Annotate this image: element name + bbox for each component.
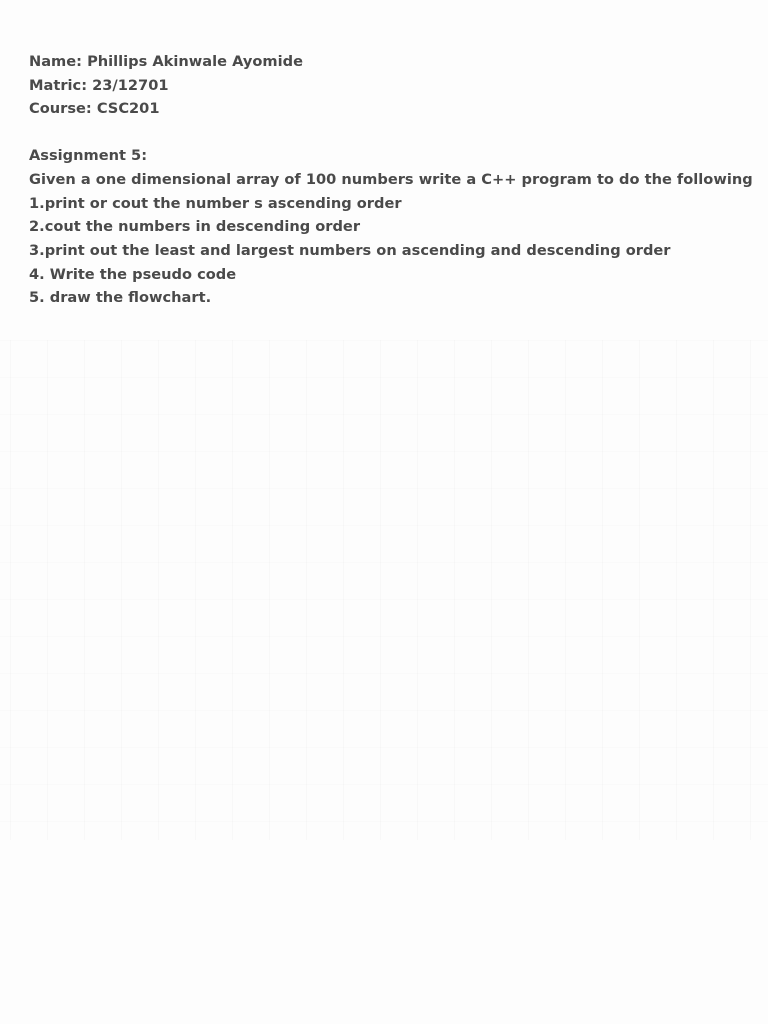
page-bottom-area: [0, 840, 768, 1024]
paragraph-gap: [29, 121, 749, 144]
task-item: 2.cout the numbers in descending order: [29, 218, 361, 236]
task-item: 4. Write the pseudo code: [29, 265, 237, 283]
assignment-prompt: Given a one dimensional array of 100 numbers write a C++ program to do the following: [29, 171, 753, 189]
task-item: 3.print out the least and largest numbers on ascending and descending order: [29, 242, 671, 260]
student-matric: Matric: 23/12701: [29, 76, 169, 94]
document-text: [29, 50, 753, 310]
assignment-title: Assignment 5:: [29, 147, 148, 165]
student-name: Name: Phillips Akinwale Ayomide: [29, 53, 303, 70]
task-item: 1.print or cout the number s ascending order: [29, 194, 402, 212]
course-code: Course: CSC201: [29, 100, 160, 118]
task-item: 5. draw the flowchart.: [29, 289, 212, 307]
